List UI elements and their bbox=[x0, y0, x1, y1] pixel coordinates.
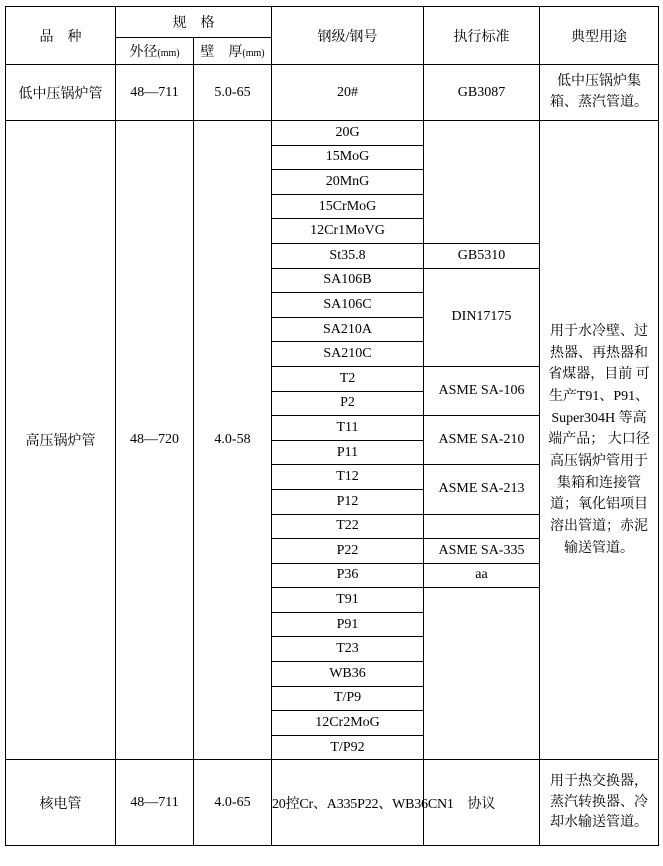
cell-grade: P36 bbox=[272, 563, 424, 588]
cell-grade: T22 bbox=[272, 514, 424, 539]
cell-standard: GB5310 bbox=[424, 243, 540, 268]
cell-use bbox=[540, 760, 659, 846]
cell-grade: T2 bbox=[272, 366, 424, 391]
cell-standard: ASME SA-213 bbox=[424, 465, 540, 514]
header-grade: 钢级/钢号 bbox=[272, 7, 424, 65]
use-text: 用于热交换器，蒸汽转换器、冷却水输送管道。 bbox=[550, 774, 648, 831]
cell-grade: T11 bbox=[272, 416, 424, 441]
cell-grade: T23 bbox=[272, 637, 424, 662]
header-wt-unit: (mm) bbox=[242, 48, 265, 59]
cell-standard bbox=[424, 121, 540, 244]
cell-grade: St35.8 bbox=[272, 243, 424, 268]
cell-grade: T/P9 bbox=[272, 686, 424, 711]
cell-standard: ASME SA-335 bbox=[424, 539, 540, 564]
cell-grade: 12Cr2MoG bbox=[272, 711, 424, 736]
cell-standard: DIN17175 bbox=[424, 268, 540, 366]
cell-grade: T12 bbox=[272, 465, 424, 490]
cell-pinzhong: 高压锅炉管 bbox=[6, 121, 116, 760]
cell-pinzhong: 核电管 bbox=[6, 760, 116, 846]
cell-grade: WB36 bbox=[272, 662, 424, 687]
cell-standard bbox=[424, 588, 540, 760]
cell-grade: 15MoG bbox=[272, 145, 424, 170]
cell-outer-diameter: 48—711 bbox=[116, 760, 194, 846]
cell-grade: SA106B bbox=[272, 268, 424, 293]
cell-grade: 12Cr1MoVG bbox=[272, 219, 424, 244]
cell-grade: T91 bbox=[272, 588, 424, 613]
header-wt-label: 壁 厚 bbox=[200, 45, 243, 60]
cell-wall-thickness: 4.0-65 bbox=[194, 760, 272, 846]
header-outer-diameter bbox=[116, 38, 194, 65]
cell-grade: T/P92 bbox=[272, 735, 424, 760]
cell-grade: P2 bbox=[272, 391, 424, 416]
header-od-unit: (mm) bbox=[157, 48, 180, 59]
header-pinzhong: 品 种 bbox=[6, 7, 116, 65]
cell-grade: P12 bbox=[272, 489, 424, 514]
cell-outer-diameter: 48—711 bbox=[116, 65, 194, 121]
header-od-label: 外径 bbox=[129, 45, 158, 60]
cell-grade: P11 bbox=[272, 440, 424, 465]
cell-grade: 20MnG bbox=[272, 170, 424, 195]
header-wall-thickness bbox=[194, 38, 272, 65]
cell-outer-diameter: 48—720 bbox=[116, 121, 194, 760]
cell-grade: SA210A bbox=[272, 317, 424, 342]
table-row bbox=[6, 760, 659, 846]
cell-use bbox=[540, 65, 659, 121]
table-body bbox=[6, 65, 659, 846]
cell-grade: SA210C bbox=[272, 342, 424, 367]
cell-use bbox=[540, 121, 659, 760]
use-text: 低中压锅炉集箱、蒸汽管道。 bbox=[550, 74, 648, 110]
cell-standard: GB3087 bbox=[424, 65, 540, 121]
cell-grade: P91 bbox=[272, 612, 424, 637]
use-text: 用于水冷壁、过热器、再热器和省煤器，目前 可生产T91、P91、Super304H 等高端产品； 大口径高压锅炉管用于集箱和连接管道；氧化铝项目溶出管道；赤泥输送管道。 bbox=[548, 323, 650, 556]
cell-grade: SA106C bbox=[272, 293, 424, 318]
header-row-1 bbox=[6, 7, 659, 38]
cell-standard: aa bbox=[424, 563, 540, 588]
cell-standard: ASME SA-106 bbox=[424, 366, 540, 415]
cell-grade: P22 bbox=[272, 539, 424, 564]
cell-wall-thickness: 4.0-58 bbox=[194, 121, 272, 760]
table-row bbox=[6, 121, 659, 146]
cell-standard: ASME SA-210 bbox=[424, 416, 540, 465]
steel-pipe-spec-table bbox=[5, 6, 659, 846]
header-guige: 规 格 bbox=[116, 7, 272, 38]
cell-wall-thickness: 5.0-65 bbox=[194, 65, 272, 121]
table-header bbox=[6, 7, 659, 65]
cell-grade: 20# bbox=[272, 65, 424, 121]
cell-standard bbox=[424, 514, 540, 539]
cell-grade: 20G bbox=[272, 121, 424, 146]
cell-pinzhong: 低中压锅炉管 bbox=[6, 65, 116, 121]
table-row bbox=[6, 65, 659, 121]
cell-grade: 15CrMoG bbox=[272, 194, 424, 219]
header-standard: 执行标准 bbox=[424, 7, 540, 65]
cell-standard: 协议 bbox=[424, 760, 540, 846]
cell-grade: 20控Cr、A335P22、WB36CN1 bbox=[272, 760, 424, 846]
header-use: 典型用途 bbox=[540, 7, 659, 65]
